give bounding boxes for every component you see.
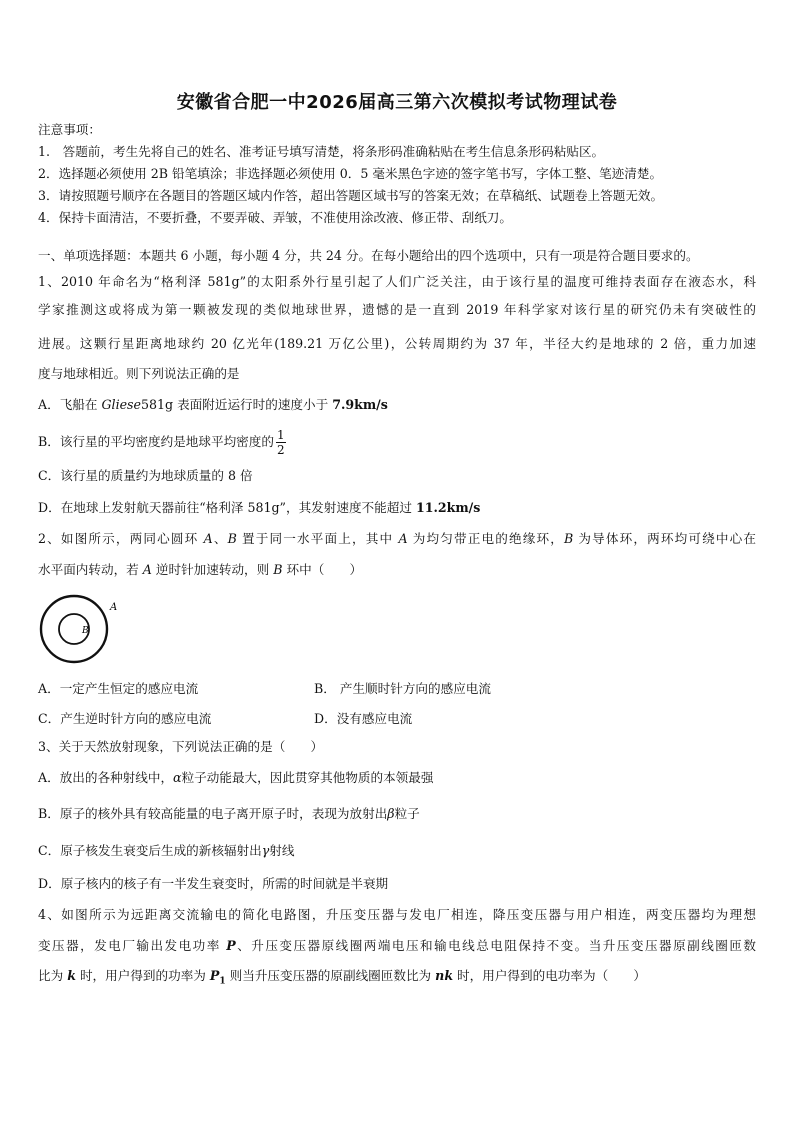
q3-option-b	[38, 806, 420, 822]
q3-option-d: D．原子核内的核子有一半发生衰变时，所需的时间就是半衰期	[38, 876, 389, 891]
q1-option-c: C．该行星的质量约为地球质量的 8 倍	[38, 468, 253, 483]
q2-stem-line	[38, 531, 756, 547]
q2-option-d: D．没有感应电流	[314, 711, 413, 726]
q4-stem-line	[38, 938, 756, 954]
ring-a-label: A	[110, 602, 118, 613]
option-text: 粒子动能最大，因此贯穿其他物质的本领最强	[181, 770, 434, 785]
q1-option-b	[38, 425, 286, 459]
option-text: A．飞船在	[38, 397, 102, 412]
fraction	[276, 428, 286, 457]
text-run: 2、如图所示，两同心圆环	[38, 531, 204, 546]
q1-option-d	[38, 500, 480, 516]
q2-stem-line	[38, 562, 362, 578]
text-run: B	[273, 562, 283, 577]
gamma-symbol: γ	[261, 843, 270, 858]
text-run: A	[142, 562, 152, 577]
note-item-3: 3．请按照题号顺序在各题目的答题区域内作答，超出答题区域书写的答案无效；在草稿纸、试题卷上答题无效。	[38, 188, 664, 203]
option-text: 粒子	[394, 806, 420, 821]
q4-stem-line: 4、如图所示为远距离交流输电的简化电路图，升压变压器与发电厂相连，降压变压器与用户相连，两变压器均为理想	[38, 907, 756, 922]
text-run: B	[563, 531, 574, 546]
q1-stem-line: 度与地球相近。则下列说法正确的是	[38, 366, 240, 381]
text-run: P	[226, 938, 236, 953]
text-run: 则当升压变压器的原副线圈匝数比为	[225, 968, 436, 983]
q1-option-a	[38, 397, 388, 413]
text-run: 时，用户得到的电功率为（ ）	[453, 968, 646, 983]
text-run: 环中（ ）	[282, 562, 363, 577]
ring-b-label: B	[82, 626, 89, 636]
option-bold-text: 7.9km/s	[332, 397, 388, 412]
option-text: B．原子的核外具有较高能量的电子离开原子时，表现为放射出	[38, 806, 388, 821]
fraction-denominator: 2	[276, 443, 285, 457]
text-run: 、	[212, 531, 228, 546]
q2-option-a: A．一定产生恒定的感应电流	[38, 681, 199, 696]
text-run: 为均匀带正电的绝缘环，	[407, 531, 564, 546]
text-run: B	[227, 531, 237, 546]
q2-option-b: B． 产生顺时针方向的感应电流	[314, 681, 491, 696]
option-bold-text: 11.2km/s	[415, 500, 481, 515]
concentric-rings-figure	[38, 592, 128, 672]
text-run: P	[209, 968, 220, 983]
q3-stem: 3、关于天然放射现象，下列说法正确的是（ ）	[38, 739, 324, 754]
text-run: A	[398, 531, 408, 546]
option-text: 581g 表面附近运行时的速度小于	[140, 397, 333, 412]
q3-option-a	[38, 770, 433, 786]
q3-option-c	[38, 843, 294, 859]
text-run: 时，用户得到的功率为	[75, 968, 210, 983]
text-run: 逆时针加速转动，则	[151, 562, 274, 577]
alpha-symbol: α	[173, 770, 182, 785]
option-text: D．在地球上发射航天器前往“格利泽 581g”，其发射速度不能超过	[38, 500, 416, 515]
text-run: k	[67, 968, 76, 983]
option-text: B．该行星的平均密度约是地球平均密度的	[38, 434, 274, 449]
notes-heading: 注意事项：	[38, 122, 101, 137]
note-item-1: 1. 答题前，考生先将自己的姓名、准考证号填写清楚，将条形码准确粘贴在考生信息条形码粘贴区。	[38, 144, 605, 159]
ring-a	[41, 596, 107, 662]
beta-symbol: β	[387, 806, 395, 821]
page-title: 安徽省合肥一中2026届高三第六次模拟考试物理试卷	[176, 92, 618, 113]
option-text: A．放出的各种射线中，	[38, 770, 174, 785]
text-run: A	[203, 531, 213, 546]
text-run: 比为	[38, 968, 68, 983]
option-italic-text: Gliese	[101, 397, 141, 412]
text-run: 置于同一水平面上，其中	[236, 531, 399, 546]
q1-stem-line: 1、2010 年命名为“格利泽 581g”的太阳系外行星引起了人们广泛关注，由于该行星的温度可维持表面存在液态水，科	[38, 274, 756, 289]
text-run: 水平面内转动，若	[38, 562, 143, 577]
text-run: nk	[435, 968, 454, 983]
q1-stem-line: 学家推测这或将成为第一颗被发现的类似地球世界，遗憾的是一直到 2019 年科学家对该行星的研究仍未有突破性的	[38, 302, 756, 317]
text-run: 1	[219, 976, 226, 987]
fraction-numerator: 1	[276, 428, 285, 442]
q1-stem-line: 进展。这颗行星距离地球约 20 亿光年(189.21 万亿公里)，公转周期约为 37 年，半径大约是地球的 2 倍，重力加速	[38, 336, 756, 351]
text-run: 为导体环，两环均可绕中心在	[573, 531, 756, 546]
q2-option-c: C．产生逆时针方向的感应电流	[38, 711, 212, 726]
option-text: 射线	[269, 843, 295, 858]
text-run: 变压器，发电厂输出发电功率	[38, 938, 227, 953]
note-item-2: 2．选择题必须使用 2B 铅笔填涂；非选择题必须使用 0．5 毫米黑色字迹的签字笔书写，字体工整、笔迹清楚。	[38, 166, 663, 181]
q4-stem-line	[38, 968, 646, 990]
section-heading: 一、单项选择题：本题共 6 小题，每小题 4 分，共 24 分。在每小题给出的四个选项中，只有一项是符合题目要求的。	[38, 248, 699, 263]
option-text: C．原子核发生衰变后生成的新核辐射出	[38, 843, 262, 858]
text-run: 、升压变压器原线圈两端电压和输电线总电阻保持不变。当升压变压器原副线圈匝数	[235, 938, 756, 953]
note-item-4: 4．保持卡面清洁，不要折叠，不要弄破、弄皱，不准使用涂改液、修正带、刮纸刀。	[38, 210, 512, 225]
